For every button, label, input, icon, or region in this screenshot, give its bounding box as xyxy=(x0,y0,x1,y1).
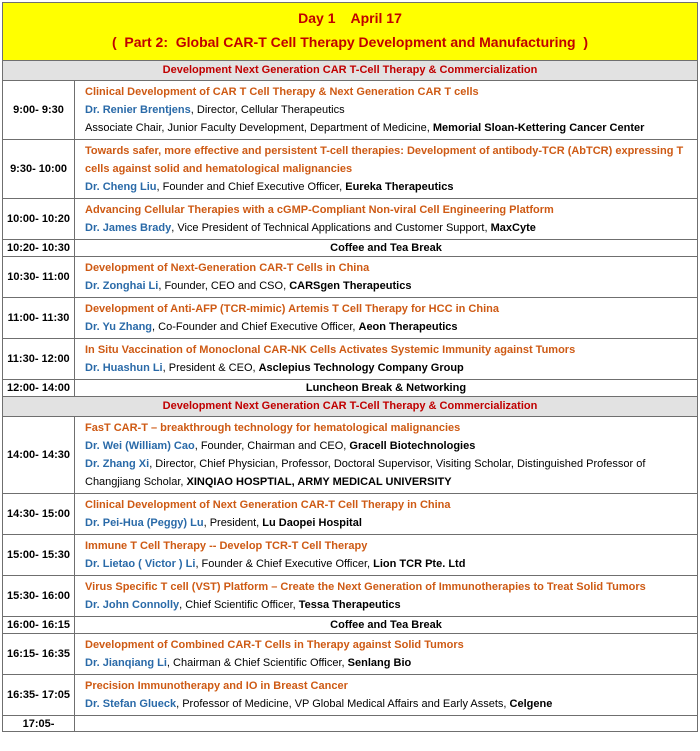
session-line xyxy=(85,636,691,654)
speaker-role: , President, xyxy=(203,517,263,529)
session-title: FasT CAR-T – breakthrough technology for hematological malignancies xyxy=(85,422,461,434)
session-line xyxy=(85,514,691,532)
session-line xyxy=(85,318,691,336)
session-line xyxy=(85,537,691,555)
part-title: ( Part 2: Global CAR-T Cell Therapy Development and Manufacturing ) xyxy=(111,34,589,50)
speaker-name: Dr. Pei-Hua (Peggy) Lu xyxy=(85,517,204,529)
organization-name: XINQIAO HOSPTIAL, ARMY MEDICAL UNIVERSITY xyxy=(186,476,452,488)
speaker-role: , Vice President of Technical Applications and Customer Support, xyxy=(171,222,491,234)
time-cell: 17:05- xyxy=(3,716,75,731)
session-line xyxy=(85,496,691,514)
organization-name: CARSgen Therapeutics xyxy=(289,280,412,292)
day-banner xyxy=(3,3,697,61)
time-cell: 11:00- 11:30 xyxy=(3,298,75,338)
session-cell xyxy=(75,140,697,198)
session-line xyxy=(85,359,691,377)
session-cell xyxy=(75,675,697,715)
organization-name: Tessa Therapeutics xyxy=(298,599,401,611)
speaker-name: Dr. Stefan Glueck xyxy=(85,698,177,710)
session-line xyxy=(85,677,691,695)
session-title: In Situ Vaccination of Monoclonal CAR-NK Cells Activates Systemic Immunity against Tumors xyxy=(85,344,576,356)
break-row xyxy=(3,379,697,396)
session-line xyxy=(85,178,691,196)
time-cell: 15:30- 16:00 xyxy=(3,576,75,616)
session-title: Development of Combined CAR-T Cells in Therapy against Solid Tumors xyxy=(85,639,464,651)
session-line xyxy=(85,101,691,119)
empty-row xyxy=(3,715,697,731)
time-cell: 16:15- 16:35 xyxy=(3,634,75,674)
session-row xyxy=(3,416,697,493)
session-row xyxy=(3,80,697,139)
session-title: Immune T Cell Therapy -- Develop TCR-T Cell Therapy xyxy=(85,540,368,552)
session-title: Clinical Development of CAR T Cell Therapy & Next Generation CAR T cells xyxy=(85,86,479,98)
break-label: Coffee and Tea Break xyxy=(330,242,442,254)
speaker-role: , Professor of Medicine, VP Global Medical Affairs and Early Assets, xyxy=(176,698,510,710)
break-label-cell xyxy=(75,380,697,396)
section-header-row xyxy=(3,396,697,416)
session-line xyxy=(85,437,691,455)
session-row xyxy=(3,633,697,674)
session-cell xyxy=(75,81,697,139)
break-row xyxy=(3,616,697,633)
session-line xyxy=(85,142,691,178)
day-title: Day 1 April 17 xyxy=(298,10,402,26)
session-line xyxy=(85,259,691,277)
session-line xyxy=(85,300,691,318)
session-line xyxy=(85,119,691,137)
session-cell xyxy=(75,257,697,297)
session-row xyxy=(3,674,697,715)
session-line xyxy=(85,219,691,237)
time-cell: 10:20- 10:30 xyxy=(3,240,75,256)
time-cell: 10:00- 10:20 xyxy=(3,199,75,239)
speaker-role: , Founder, Chairman and CEO, xyxy=(194,440,350,452)
speaker-name: Dr. Yu Zhang xyxy=(85,321,153,333)
speaker-name: Dr. Zhang Xi xyxy=(85,458,150,470)
session-title: Towards safer, more effective and persistent T-cell therapies: Development of antibody-TCR (AbTCR) expressing T cells against solid and hematological malignancies xyxy=(85,145,684,175)
session-line xyxy=(85,341,691,359)
session-row xyxy=(3,534,697,575)
session-row xyxy=(3,493,697,534)
speaker-role: , Chief Scientific Officer, xyxy=(179,599,299,611)
speaker-role: Associate Chair, Junior Faculty Development, Department of Medicine, xyxy=(85,122,433,134)
session-line xyxy=(85,201,691,219)
session-line xyxy=(85,555,691,573)
time-cell: 9:00- 9:30 xyxy=(3,81,75,139)
session-line xyxy=(85,83,691,101)
break-label: Luncheon Break & Networking xyxy=(305,382,467,394)
time-cell: 14:30- 15:00 xyxy=(3,494,75,534)
speaker-role: , Director, Chief Physician, Professor, Doctoral Supervisor, Visiting Scholar, Distinguished Professor of Changjiang Scholar, xyxy=(85,458,646,488)
session-cell xyxy=(75,417,697,493)
speaker-role: , Founder, CEO and CSO, xyxy=(158,280,290,292)
speaker-role: , President & CEO, xyxy=(162,362,259,374)
time-cell: 16:00- 16:15 xyxy=(3,617,75,633)
section-header-row xyxy=(3,61,697,80)
organization-name: Gracell Biotechnologies xyxy=(349,440,476,452)
break-label-cell xyxy=(75,240,697,256)
organization-name: Asclepius Technology Company Group xyxy=(258,362,464,374)
organization-name: Celgene xyxy=(509,698,553,710)
session-row xyxy=(3,297,697,338)
session-row xyxy=(3,256,697,297)
time-cell: 14:00- 14:30 xyxy=(3,417,75,493)
schedule-table xyxy=(3,61,697,731)
time-cell: 11:30- 12:00 xyxy=(3,339,75,379)
organization-name: Eureka Therapeutics xyxy=(345,181,454,193)
speaker-role: , Founder & Chief Executive Officer, xyxy=(195,558,374,570)
speaker-name: Dr. Renier Brentjens xyxy=(85,104,191,116)
session-cell xyxy=(75,494,697,534)
session-cell xyxy=(75,535,697,575)
session-title: Virus Specific T cell (VST) Platform – Create the Next Generation of Immunotherapies to Treat Solid Tumors xyxy=(85,581,646,593)
speaker-name: Dr. Wei (William) Cao xyxy=(85,440,195,452)
organization-name: MaxCyte xyxy=(490,222,536,234)
organization-name: Memorial Sloan-Kettering Cancer Center xyxy=(432,122,645,134)
break-label: Coffee and Tea Break xyxy=(330,619,442,631)
organization-name: Senlang Bio xyxy=(347,657,412,669)
session-line xyxy=(85,654,691,672)
session-line xyxy=(85,578,691,596)
break-row xyxy=(3,239,697,256)
time-cell: 10:30- 11:00 xyxy=(3,257,75,297)
session-line xyxy=(85,277,691,295)
time-cell: 16:35- 17:05 xyxy=(3,675,75,715)
session-title: Development of Next-Generation CAR-T Cells in China xyxy=(85,262,370,274)
session-cell xyxy=(75,716,697,731)
organization-name: Lu Daopei Hospital xyxy=(262,517,362,529)
time-cell: 9:30- 10:00 xyxy=(3,140,75,198)
session-row xyxy=(3,198,697,239)
speaker-name: Dr. John Connolly xyxy=(85,599,180,611)
agenda-document xyxy=(2,2,698,732)
session-row xyxy=(3,338,697,379)
speaker-role: , Founder and Chief Executive Officer, xyxy=(156,181,346,193)
session-cell xyxy=(75,199,697,239)
organization-name: Lion TCR Pte. Ltd xyxy=(373,558,466,570)
section-header-title: Development Next Generation CAR T-Cell Therapy & Commercialization xyxy=(162,400,538,412)
speaker-name: Dr. Lietao ( Victor ) Li xyxy=(85,558,196,570)
session-row xyxy=(3,575,697,616)
section-header-title: Development Next Generation CAR T-Cell Therapy & Commercialization xyxy=(162,64,538,76)
speaker-role: , Director, Cellular Therapeutics xyxy=(190,104,345,116)
speaker-name: Dr. Jianqiang Li xyxy=(85,657,167,669)
session-cell xyxy=(75,298,697,338)
session-line xyxy=(85,455,691,491)
speaker-role: , Co-Founder and Chief Executive Officer, xyxy=(152,321,359,333)
session-cell xyxy=(75,576,697,616)
session-line xyxy=(85,419,691,437)
session-cell xyxy=(75,339,697,379)
session-cell xyxy=(75,634,697,674)
speaker-name: Dr. Cheng Liu xyxy=(85,181,157,193)
organization-name: Aeon Therapeutics xyxy=(358,321,458,333)
speaker-name: Dr. Huashun Li xyxy=(85,362,163,374)
time-cell: 15:00- 15:30 xyxy=(3,535,75,575)
session-title: Clinical Development of Next Generation CAR-T Cell Therapy in China xyxy=(85,499,451,511)
session-line xyxy=(85,695,691,713)
session-title: Advancing Cellular Therapies with a cGMP-Compliant Non-viral Cell Engineering Platform xyxy=(85,204,554,216)
speaker-name: Dr. James Brady xyxy=(85,222,172,234)
speaker-role: , Chairman & Chief Scientific Officer, xyxy=(166,657,348,669)
session-title: Precision Immunotherapy and IO in Breast Cancer xyxy=(85,680,348,692)
session-line xyxy=(85,596,691,614)
break-label-cell xyxy=(75,617,697,633)
session-row xyxy=(3,139,697,198)
session-title: Development of Anti-AFP (TCR-mimic) Artemis T Cell Therapy for HCC in China xyxy=(85,303,499,315)
speaker-name: Dr. Zonghai Li xyxy=(85,280,159,292)
time-cell: 12:00- 14:00 xyxy=(3,380,75,396)
